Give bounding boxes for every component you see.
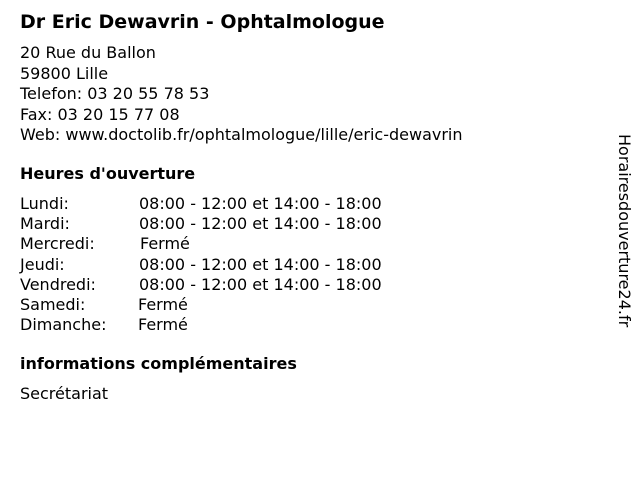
fax-number: Fax: 03 20 15 77 08 (20, 104, 180, 124)
day-label: Dimanche: (20, 315, 107, 335)
day-hours: 08:00 - 12:00 et 14:00 - 18:00 (139, 214, 382, 234)
day-hours: 08:00 - 12:00 et 14:00 - 18:00 (139, 194, 382, 213)
opening-hours-card (20, 0, 610, 480)
contact-block (20, 43, 463, 146)
day-hours: Fermé (140, 234, 190, 254)
day-label: Mardi: (20, 214, 70, 234)
day-hours: 08:00 - 12:00 et 14:00 - 18:00 (139, 274, 382, 294)
day-label: Lundi: (20, 194, 69, 213)
site-watermark: Horairesdouverture24.fr (615, 134, 634, 328)
website-url: Web: www.doctolib.fr/ophtalmologue/lille/eric-dewavrin (20, 125, 463, 144)
day-hours: Fermé (138, 294, 188, 314)
page-title: Dr Eric Dewavrin - Ophtalmologue (20, 11, 385, 33)
day-hours: Fermé (138, 315, 188, 335)
day-label: Samedi: (20, 294, 86, 314)
opening-hours-heading: Heures d'ouverture (20, 164, 196, 183)
day-hours: 08:00 - 12:00 et 14:00 - 18:00 (139, 254, 382, 274)
phone-number: Telefon: 03 20 55 78 53 (20, 84, 210, 103)
day-label: Jeudi: (20, 254, 65, 274)
additional-info-heading: informations complémentaires (20, 354, 297, 373)
additional-info-text: Secrétariat (20, 384, 109, 403)
day-label: Mercredi: (20, 234, 95, 254)
address-street: 20 Rue du Ballon (20, 43, 156, 62)
day-label: Vendredi: (20, 274, 96, 294)
address-city: 59800 Lille (20, 63, 109, 83)
